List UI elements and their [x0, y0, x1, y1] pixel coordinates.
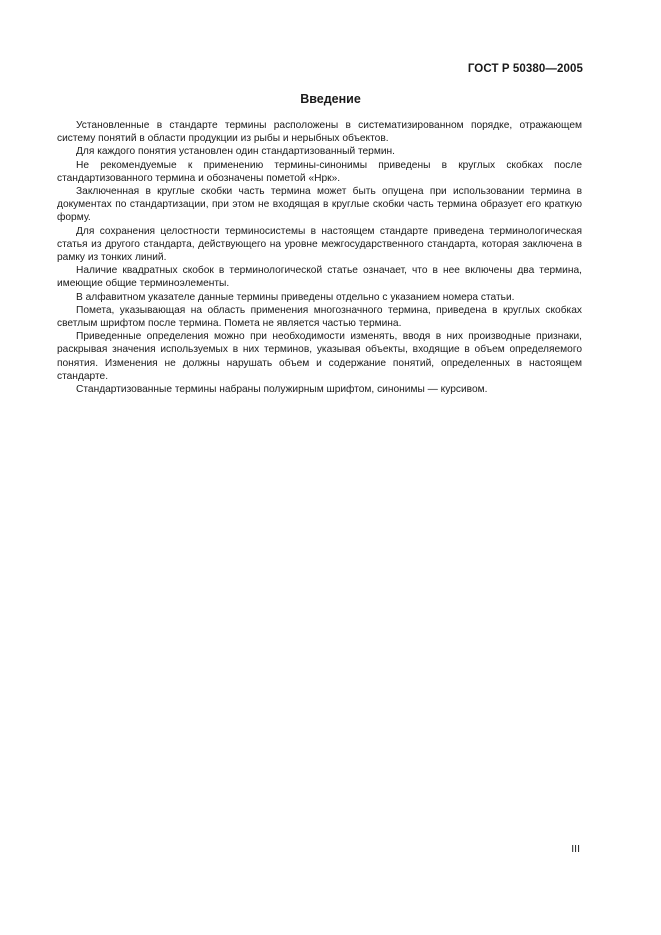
paragraph: Для сохранения целостности терминосистемы в настоящем стандарте приведена терминологическая статья из другого стандарта, действующего на уровне межгосударственного стандарта, которая заключена в рамку из тонких линий. [57, 225, 582, 264]
paragraph: Не рекомендуемые к применению термины-синонимы приведены в круглых скобках после стандартизованного термина и обозначены пометой «Нрк». [57, 159, 582, 184]
introduction-body [57, 119, 582, 396]
paragraph: Приведенные определения можно при необходимости изменять, вводя в них производные признаки, раскрывая значения используемых в них терминов, указывая объекты, входящие в объем определяемого понятия. Изменения не должны нарушать объем и содержание понятий, определенных в настоящем стандарте. [57, 331, 582, 382]
paragraph: Наличие квадратных скобок в терминологической статье означает, что в нее включены два термина, имеющие общие терминоэлементы. [57, 265, 582, 290]
document-code: ГОСТ Р 50380—2005 [467, 63, 583, 75]
paragraph: В алфавитном указателе данные термины приведены отдельно с указанием номера статьи. [76, 291, 515, 303]
section-title: Введение [300, 92, 361, 106]
paragraph: Для каждого понятия установлен один стандартизованный термин. [76, 146, 395, 158]
paragraph: Заключенная в круглые скобки часть термина может быть опущена при использовании термина в документах по стандартизации, при этом не входящая в круглые скобки часть термина образует его краткую форму. [57, 186, 582, 224]
paragraph: Помета, указывающая на область применения многозначного термина, приведена в круглых скобках светлым шрифтом после термина. Помета не является частью термина. [57, 304, 582, 330]
paragraph: Установленные в стандарте термины расположены в систематизированном порядке, отражающем систему понятий в области продукции из рыбы и нерыбных объектов. [57, 120, 582, 145]
page-number: III [571, 843, 580, 855]
paragraph: Стандартизованные термины набраны полужирным шрифтом, синонимы — курсивом. [76, 384, 488, 396]
